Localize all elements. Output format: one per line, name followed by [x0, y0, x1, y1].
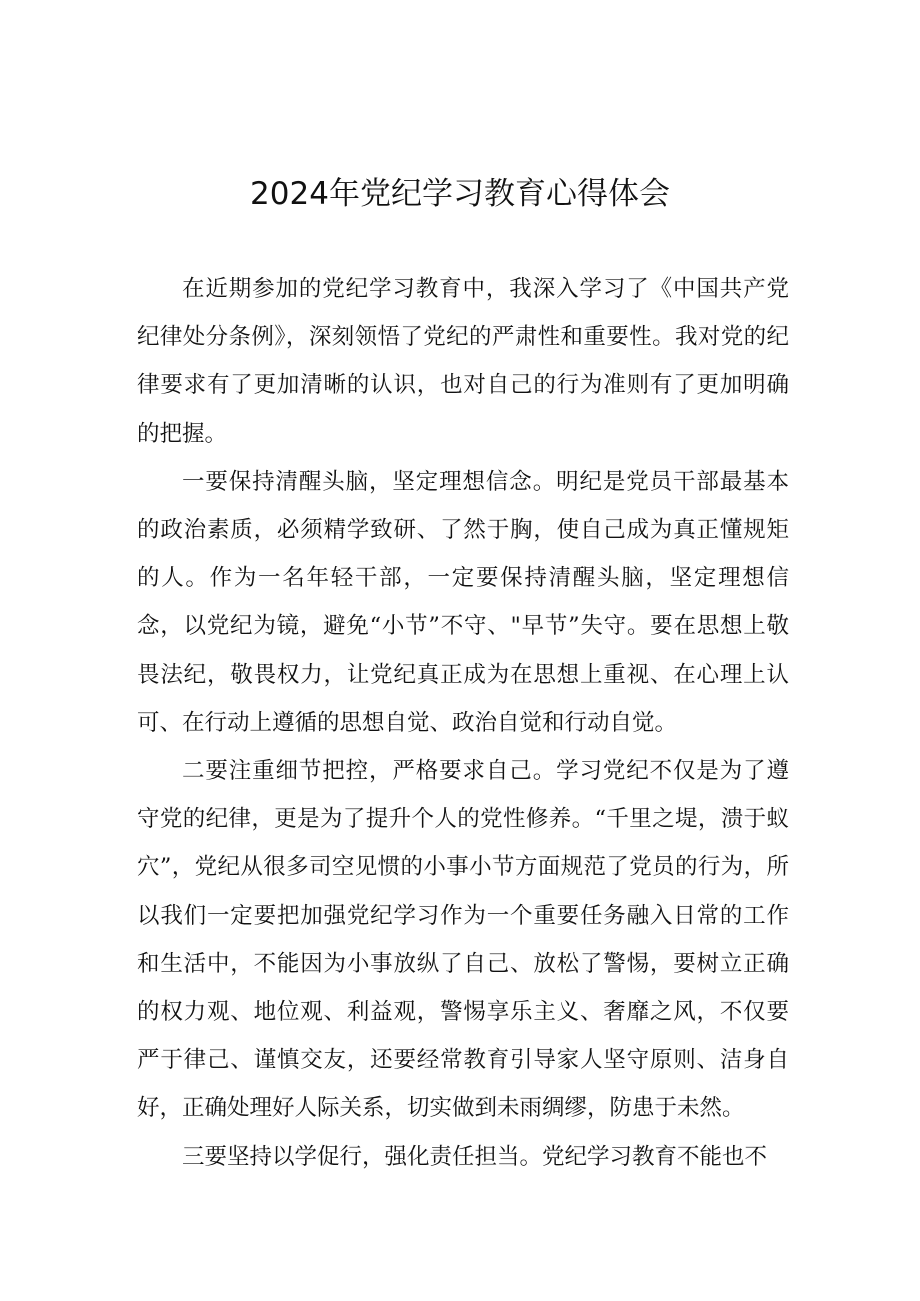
- paragraph-point-two: 二要注重细节把控，严格要求自己。学习党纪不仅是为了遵守党的纪律，更是为了提升个人的党性修养。“千里之堤，溃于蚁穴”，党纪从很多司空见惯的小事小节方面规范了党员的行为，所以我们一定要把加强党纪学习作为一个重要任务融入日常的工作和生活中，不能因为小事放纵了自己、放松了警惕，要树立正确的权力观、地位观、利益观，警惕享乐主义、奢靡之风，不仅要严于律己、谨慎交友，还要经常教育引导家人坚守原则、洁身自好，正确处理好人际关系，切实做到未雨绸缪，防患于未然。: [137, 758, 789, 1122]
- document-body: [137, 265, 789, 1181]
- paragraph-point-one: 一要保持清醒头脑，坚定理想信念。明纪是党员干部最基本的政治素质，必须精学致研、了然于胸，使自己成为真正懂规矩的人。作为一名年轻干部，一定要保持清醒头脑，坚定理想信念，以党纪为镜，避免“小节”不守、"早节”失守。要在思想上敬畏法纪，敬畏权力，让党纪真正成为在思想上重视、在心理上认可、在行动上遵循的思想自觉、政治自觉和行动自觉。: [137, 468, 789, 736]
- document-title: 2024年党纪学习教育心得体会: [250, 176, 670, 212]
- paragraph-point-three: 三要坚持以学促行，强化责任担当。党纪学习教育不能也不: [182, 1143, 768, 1170]
- paragraph-intro: 在近期参加的党纪学习教育中，我深入学习了《中国共产党纪律处分条例》，深刻领悟了党纪的严肃性和重要性。我对党的纪律要求有了更加清晰的认识，也对自己的行为准则有了更加明确的把握。: [137, 276, 789, 447]
